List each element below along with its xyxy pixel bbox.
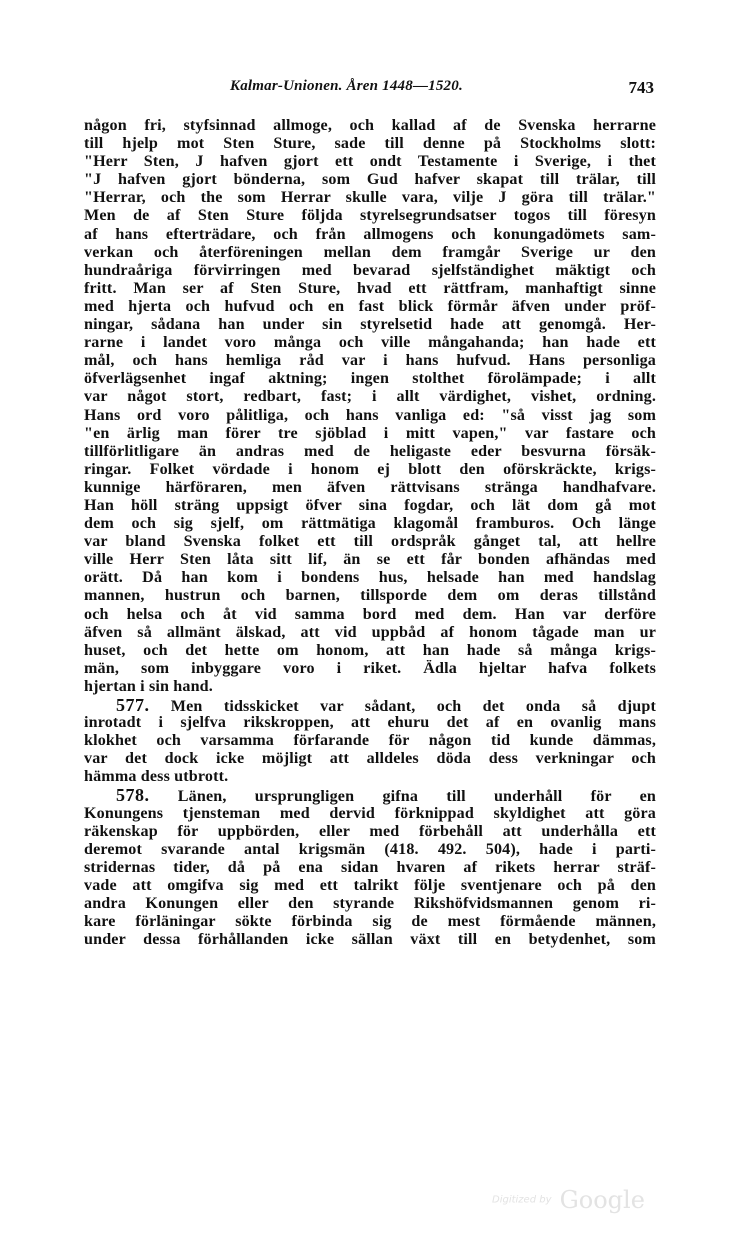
- paragraph-578-first-line: [84, 786, 656, 804]
- running-head-title: Kalmar-Unionen. Åren 1448—1520.: [230, 78, 463, 94]
- paragraph-577-line-3: klokhet och varsamma förfarande för någon tid kunde dämmas,: [84, 732, 656, 750]
- text-line: "en ärlig man förer tre sjöblad i mitt vapen," var fastare och: [84, 424, 656, 442]
- text-line: verkan och återföreningen mellan dem framgår Sverige ur den: [84, 243, 656, 261]
- text-line: hundraåriga förvirringen med bevarad sjelfständighet mäktigt och: [84, 261, 656, 279]
- paragraph-578-line-2: Konungens tjensteman med dervid förknippad skyldighet att göra: [84, 804, 656, 822]
- text-line: någon fri, styfsinnad allmoge, och kallad af de Svenska herrarne: [84, 117, 656, 134]
- text-line: "Herrar, och the som Herrar skulle vara, vilje J göra till trälar.": [84, 189, 656, 207]
- text-line: äfven så allmänt älskad, att vid uppbåd af honom tågade man ur: [84, 623, 656, 641]
- text-line: Han höll sträng uppsigt öfver sina fogdar, och lät dom gå mot: [84, 496, 656, 514]
- paragraph-578-line-9: under dessa förhållanden icke sällan växt till en betydenhet, som: [84, 931, 656, 949]
- text-line: Hans ord voro pålitliga, och hans vanliga ed: "så visst jag som: [84, 406, 656, 424]
- paragraph-number-578: 578.: [116, 786, 150, 805]
- text-line: hjertan i sin hand.: [84, 677, 213, 695]
- text-line: dem och sig sjelf, om rättmätiga klagomål framburos. Och länge: [84, 515, 656, 533]
- text-line: mål, och hans hemliga råd var i hans hufvud. Hans personliga: [84, 352, 656, 370]
- text-line: och helsa och åt vid samma bord med dem. Han var derföre: [84, 605, 656, 623]
- text-line: fritt. Man ser af Sten Sture, hvad ett rättfram, manhaftigt sinne: [84, 279, 656, 297]
- paragraph-number-577: 577.: [116, 696, 150, 715]
- running-head: [84, 78, 654, 100]
- paragraph-578-line-7: andra Konungen eller den styrande Rikshöfvidsmannen genom ri-: [84, 895, 656, 913]
- paragraph-578: [84, 786, 656, 949]
- text-line: huset, och det hette om honom, att han hade så många krigs-: [84, 641, 656, 659]
- text-line: ville Herr Sten låta sitt lif, än se ett får bonden afhändas med: [84, 551, 656, 569]
- paragraph-577-line-4: var det dock icke möjligt att alldeles döda dess verkningar och: [84, 750, 656, 768]
- text-line: "Herr Sten, J hafven gjort ett ondt Testamente i Sverige, i thet: [84, 153, 656, 171]
- text-line: var bland Svenska folket ett till ordspråk gånget tal, att hellre: [84, 533, 656, 551]
- text-line: "J hafven gjort bönderna, som Gud hafver skapat till trälar, till: [84, 171, 656, 189]
- paragraph-578-line-1: Länen, ursprungligen gifna till underhåll för en: [177, 788, 656, 805]
- text-line: var något stort, redbart, fast; i allt värdighet, vishet, ordning.: [84, 388, 656, 406]
- paragraph-578-line-3: räkenskap för uppbörden, eller med förbehåll att underhålla ett: [84, 822, 656, 840]
- paragraph-577-first-line: [84, 696, 656, 714]
- paragraph-578-line-6: vade att omgifva sig med ett talrikt följe sventjenare och på den: [84, 876, 656, 894]
- text-line: kunnige härföraren, men äfven rättvisans stränga handhafvare.: [84, 478, 656, 496]
- paragraph-578-line-4: deremot svarande antal krigsmän (418. 492. 504), hade i parti-: [84, 840, 656, 858]
- paragraph-577-line-1: Men tidsskicket var sådant, och det onda så djupt: [170, 698, 656, 715]
- text-line: rarne i landet voro många och ville mångahanda; han hade ett: [84, 334, 656, 352]
- body-text: [84, 117, 656, 949]
- text-line: mannen, hustrun och barnen, tillsporde dem om deras tillstånd: [84, 587, 656, 605]
- paragraph-577: [84, 696, 656, 786]
- text-line: med hjerta och hufvud och en fast blick förmår äfven under pröf-: [84, 297, 656, 315]
- paragraph-577-line-2: inrotadt i sjelfva rikskroppen, att ehuru det af en ovanlig mans: [84, 714, 656, 732]
- google-logo: Google: [559, 1186, 645, 1214]
- text-line: orätt. Då han kom i bondens hus, helsade han med handslag: [84, 569, 656, 587]
- watermark-small-text: Digitized by: [492, 1194, 552, 1206]
- paragraph-578-line-5: stridernas tider, då på ena sidan hvaren af rikets herrar sträf-: [84, 858, 656, 876]
- text-line: män, som inbyggare voro i riket. Ädla hjeltar hafva folkets: [84, 659, 656, 677]
- paragraph-578-line-8: kare förläningar sökte förbinda sig de mest förmående männen,: [84, 913, 656, 931]
- text-line: af hans efterträdare, och från allmogens och konungadömets sam-: [84, 225, 656, 243]
- text-line: tillförlitligare än andras med de heligaste eder besvurna försäk-: [84, 442, 656, 460]
- text-line: till hjelp mot Sten Sture, sade till denne på Stockholms slott:: [84, 135, 656, 153]
- text-line: ningar, sådana han under sin styrelsetid hade att genomgå. Her-: [84, 316, 656, 334]
- paragraph-577-line-5: hämma dess utbrott.: [84, 768, 229, 786]
- text-line: ringar. Folket vördade i honom ej blott den oförskräckte, krigs-: [84, 460, 656, 478]
- opening-paragraph: [84, 117, 656, 696]
- text-line: Men de af Sten Sture följda styrelsegrundsatser togos till föresyn: [84, 207, 656, 225]
- digitization-watermark: [492, 1186, 645, 1214]
- text-line: öfverlägsenhet ingaf aktning; ingen stolthet förolämpade; i allt: [84, 370, 656, 388]
- page-number: 743: [628, 78, 654, 97]
